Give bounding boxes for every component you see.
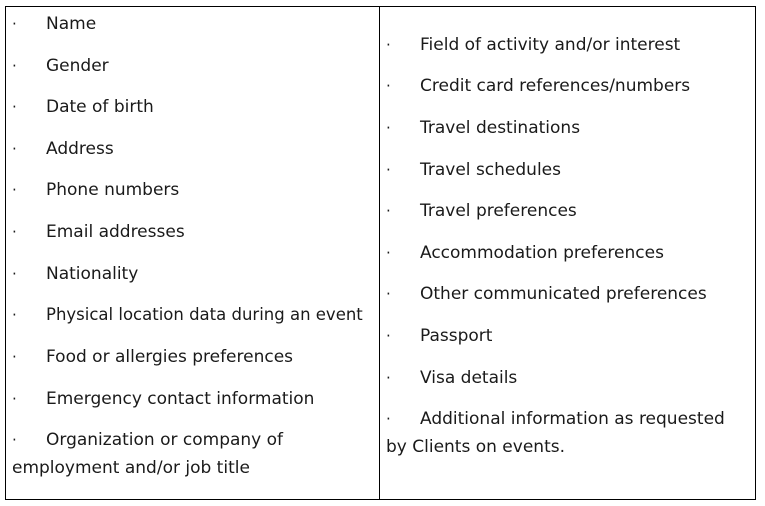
item-label: Emergency contact information xyxy=(46,389,315,409)
item-label: Email addresses xyxy=(46,222,185,242)
list-item xyxy=(386,405,736,461)
list-item xyxy=(386,322,752,350)
list-item xyxy=(386,239,752,267)
list-item xyxy=(12,343,375,371)
bullet-icon: · xyxy=(386,369,391,387)
bullet-icon: · xyxy=(12,140,17,158)
list-item xyxy=(12,426,309,482)
item-label: Other communicated preferences xyxy=(420,284,707,304)
list-item xyxy=(386,72,752,100)
bullet-icon: · xyxy=(12,348,17,366)
data-categories-table xyxy=(5,6,756,500)
item-label: Date of birth xyxy=(46,97,154,117)
bullet-icon: · xyxy=(12,431,17,449)
bullet-icon: · xyxy=(386,36,391,54)
item-label: Travel preferences xyxy=(420,201,577,221)
item-label: Accommodation preferences xyxy=(420,243,664,263)
right-column xyxy=(380,7,756,499)
item-label: Visa details xyxy=(420,368,518,388)
bullet-icon: · xyxy=(386,77,391,95)
list-item xyxy=(12,301,375,329)
bullet-icon: · xyxy=(12,265,17,283)
bullet-icon: · xyxy=(12,57,17,75)
bullet-icon: · xyxy=(12,15,17,33)
bullet-icon: · xyxy=(386,161,391,179)
item-label: Passport xyxy=(420,326,493,346)
bullet-icon: · xyxy=(386,327,391,345)
item-label: Credit card references/numbers xyxy=(420,76,691,96)
item-label: Additional information as requested by Clients on events. xyxy=(386,409,725,457)
list-item xyxy=(386,31,752,59)
list-item xyxy=(386,114,752,142)
list-item xyxy=(12,93,375,121)
list-item xyxy=(12,218,375,246)
list-item xyxy=(386,280,752,308)
item-label: Name xyxy=(46,14,97,34)
list-item xyxy=(12,10,375,38)
item-label: Gender xyxy=(46,56,109,76)
item-label: Food or allergies preferences xyxy=(46,347,294,367)
list-item xyxy=(12,260,375,288)
bullet-icon: · xyxy=(386,285,391,303)
bullet-icon: · xyxy=(12,98,17,116)
item-label: Phone numbers xyxy=(46,180,180,200)
item-label: Address xyxy=(46,139,114,159)
bullet-icon: · xyxy=(386,410,391,428)
bullet-icon: · xyxy=(386,202,391,220)
item-label: Organization or company of employment and/or job title xyxy=(12,430,284,478)
item-label: Travel schedules xyxy=(420,160,561,180)
list-item xyxy=(386,156,752,184)
list-item xyxy=(12,385,375,413)
item-label: Field of activity and/or interest xyxy=(420,35,681,55)
list-item xyxy=(12,176,375,204)
bullet-icon: · xyxy=(386,244,391,262)
bullet-icon: · xyxy=(12,306,17,324)
item-label: Physical location data during an event xyxy=(46,305,363,324)
item-label: Nationality xyxy=(46,264,139,284)
bullet-icon: · xyxy=(12,181,17,199)
left-column xyxy=(6,7,379,499)
bullet-icon: · xyxy=(12,390,17,408)
list-item xyxy=(12,52,375,80)
bullet-icon: · xyxy=(386,119,391,137)
list-item xyxy=(386,197,752,225)
list-item xyxy=(386,364,752,392)
list-item xyxy=(12,135,375,163)
item-label: Travel destinations xyxy=(420,118,581,138)
bullet-icon: · xyxy=(12,223,17,241)
